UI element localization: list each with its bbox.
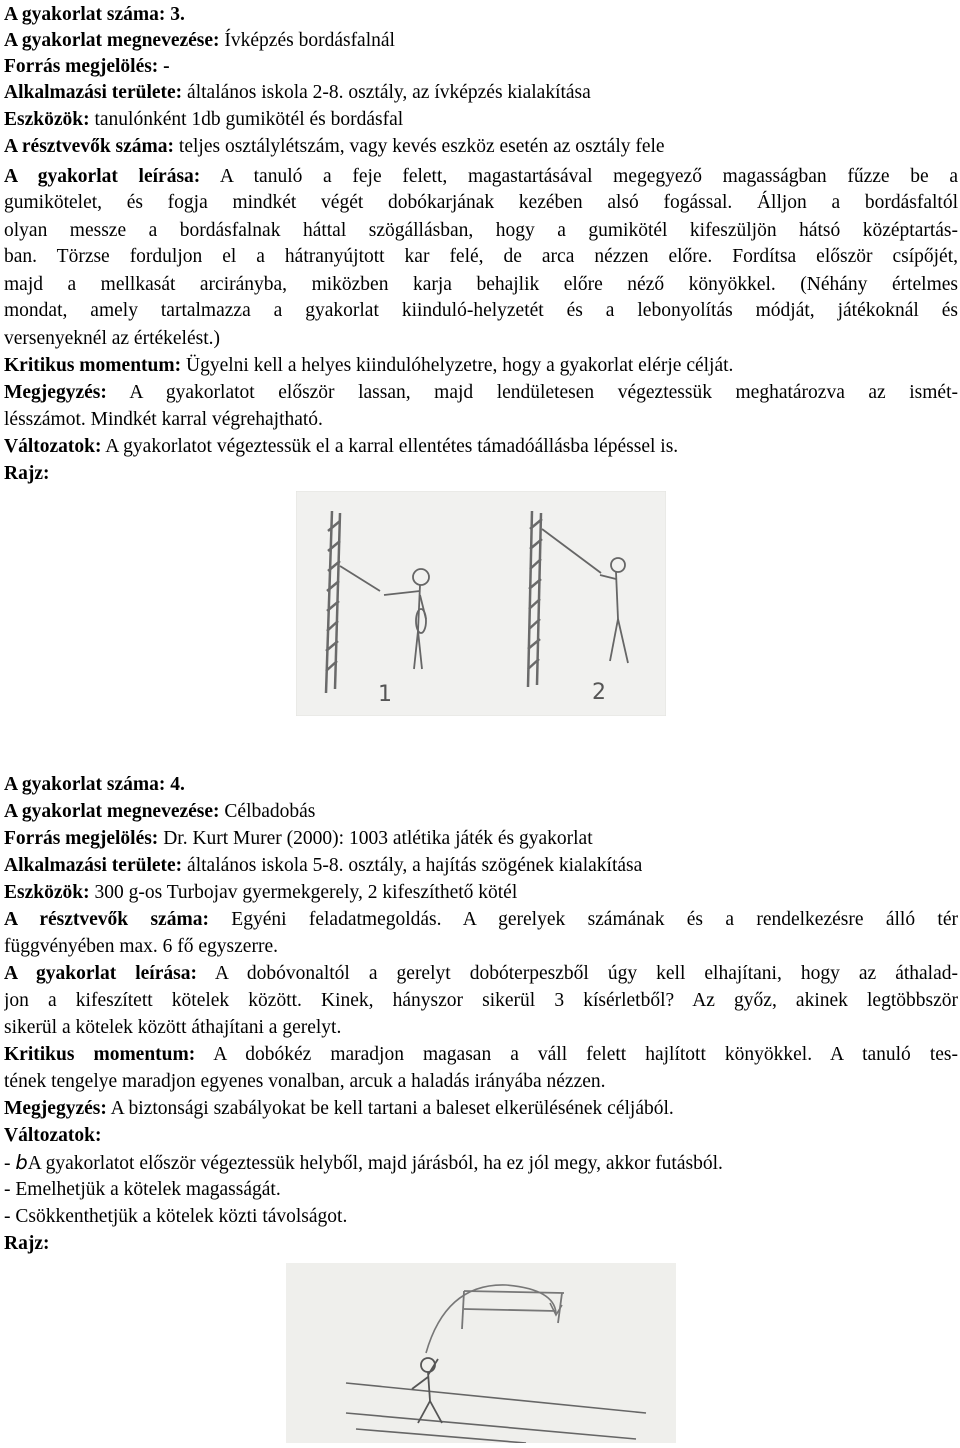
exercise-3-desc-line-2: gumikötelet, és fogja mindkét végét dobókarjának kezében alsó fogással. Álljon a bordásfaltól <box>4 192 958 213</box>
tools-label: Eszközök: <box>4 882 90 903</box>
exercise-3-desc-line-3: olyan messze a bordásfalnak háttal szögállásban, hogy a gumikötél kifeszüljön hátsó középtartás- <box>4 220 958 241</box>
note-label: Megjegyzés: <box>4 382 107 403</box>
variant-1-dash: - <box>4 1153 16 1174</box>
exercise-3-drawing-label: Rajz: <box>4 463 50 484</box>
note-value: A biztonsági szabályokat be kell tartani a baleset elkerülésének céljából. <box>106 1098 674 1119</box>
exercise-4-desc-line-2: jon a kifeszített kötelek között. Kinek, hányszor sikerül 3 kísérletből? Az győz, akinek legtöbbször <box>4 990 958 1011</box>
exercise-3-desc-line-1 <box>4 164 958 190</box>
name-value: Célbadobás <box>219 801 316 822</box>
participants-value: teljes osztálylétszám, vagy kevés eszköz esetén az osztály fele <box>174 136 665 157</box>
exercise-4-name-row <box>4 799 958 825</box>
javelin-sketch-image <box>286 1263 676 1443</box>
tools-label: Eszközök: <box>4 109 90 130</box>
exercise-3-critical-row <box>4 353 958 379</box>
exercise-3-source: Forrás megjelölés: - <box>4 56 170 77</box>
exercise-3-variants-row <box>4 434 958 460</box>
exercise-4-participants-line-2: függvényében max. 6 fő egyszerre. <box>4 936 278 957</box>
exercise-4-title: A gyakorlat száma: 4. <box>4 774 185 795</box>
source-label: Forrás megjelölés: <box>4 828 159 849</box>
area-label: Alkalmazási területe: <box>4 855 183 876</box>
variants-label: Változatok: <box>4 436 102 457</box>
exercise-3-title: A gyakorlat száma: 3. <box>4 4 185 25</box>
exercise-4-area-row <box>4 853 958 879</box>
desc-label: A gyakorlat leírása: <box>4 166 201 187</box>
exercise-3-sketch <box>296 491 666 716</box>
exercise-3-name-row <box>4 28 958 54</box>
name-label: A gyakorlat megnevezése: <box>4 801 220 822</box>
exercise-3-desc-line-5: majd a mellkasát arcirányba, miközben karja behajlik előre néző könyökkel. (Néhány értelmes <box>4 274 958 295</box>
exercise-3-desc-line-6: mondat, amely tartalmazza a gyakorlat kiinduló-helyzetét és a lebonyolítás módját, játékoknál és <box>4 300 958 321</box>
area-value: általános iskola 5-8. osztály, a hajítás szögének kialakítása <box>182 855 643 876</box>
exercise-4-tools-row <box>4 880 958 906</box>
desc-text: A dobóvonaltól a gerelyt dobóterpeszből úgy kell elhajítani, hogy az áthalad- <box>196 963 958 984</box>
critical-text: A dobókéz maradjon magasan a váll felett hajlított könyökkel. A tanuló tes- <box>195 1044 958 1065</box>
critical-label: Kritikus momentum: <box>4 1044 196 1065</box>
tools-value: tanulónként 1db gumikötél és bordásfal <box>89 109 404 130</box>
exercise-4-source-row <box>4 826 958 852</box>
variant-1-marker: b <box>15 1151 28 1174</box>
exercise-4-variant-1 <box>4 1150 958 1176</box>
note-label: Megjegyzés: <box>4 1098 107 1119</box>
name-label: A gyakorlat megnevezése: <box>4 30 220 51</box>
wall-bars-sketch-image <box>296 491 666 716</box>
exercise-3-participants-row <box>4 134 958 160</box>
tools-value: 300 g-os Turbojav gyermekgerely, 2 kifeszíthető kötél <box>89 882 518 903</box>
exercise-4-drawing-label: Rajz: <box>4 1233 50 1254</box>
exercise-3-desc-line-7: versenyeknél az értékelést.) <box>4 328 221 349</box>
exercise-4-critical-line-2: tének tengelye maradjon egyenes vonalban, arcuk a haladás irányába nézzen. <box>4 1071 606 1092</box>
exercise-3-note-line-2: lésszámot. Mindkét karral végrehajtható. <box>4 409 323 430</box>
exercise-4-variant-2: - Emelhetjük a kötelek magasságát. <box>4 1179 281 1200</box>
variant-1-text: A gyakorlatot először végeztessük helyből, majd járásból, ha ez jól megy, akkor futásból. <box>27 1153 723 1174</box>
exercise-4-desc-line-3: sikerül a kötelek között áthajítani a gerelyt. <box>4 1017 342 1038</box>
participants-label: A résztvevők száma: <box>4 136 175 157</box>
sketch-label-1: 1 <box>378 682 392 707</box>
source-value: Dr. Kurt Murer (2000): 1003 atlétika játék és gyakorlat <box>158 828 593 849</box>
exercise-3-tools-row <box>4 107 958 133</box>
exercise-4-variant-3: - Csökkenthetjük a kötelek közti távolságot. <box>4 1206 348 1227</box>
critical-value: Ügyelni kell a helyes kiindulóhelyzetre, hogy a gyakorlat elérje célját. <box>181 355 734 376</box>
exercise-4-participants-line-1 <box>4 907 958 933</box>
participants-label: A résztvevők száma: <box>4 909 209 930</box>
desc-label: A gyakorlat leírása: <box>4 963 197 984</box>
exercise-4-variants-label: Változatok: <box>4 1125 102 1146</box>
exercise-4-sketch <box>286 1263 676 1443</box>
note-text: A gyakorlatot először lassan, majd lendületesen végeztessük meghatározva az ismét- <box>106 382 958 403</box>
exercise-3-area-row <box>4 80 958 106</box>
critical-label: Kritikus momentum: <box>4 355 182 376</box>
exercise-3-desc-line-4: ban. Törzse forduljon el a hátranyújtott kar felé, de arca nézzen előre. Fordítsa először csípőjét, <box>4 246 958 267</box>
exercise-3-note-line-1 <box>4 380 958 406</box>
exercise-4-note-row <box>4 1096 958 1122</box>
desc-text: A tanuló a feje felett, magastartásával megegyező magasságban fűzze be a <box>200 166 958 187</box>
area-label: Alkalmazási területe: <box>4 82 183 103</box>
name-value: Ívképzés bordásfalnál <box>219 30 395 51</box>
participants-text: Egyéni feladatmegoldás. A gerelyek számának és a rendelkezésre álló tér <box>208 909 958 930</box>
sketch-label-2: 2 <box>592 680 606 705</box>
variants-value: A gyakorlatot végeztessük el a karral ellentétes támadóállásba lépéssel is. <box>101 436 679 457</box>
area-value: általános iskola 2-8. osztály, az ívképzés kialakítása <box>182 82 591 103</box>
exercise-4-critical-line-1 <box>4 1042 958 1068</box>
exercise-4-desc-line-1 <box>4 961 958 987</box>
